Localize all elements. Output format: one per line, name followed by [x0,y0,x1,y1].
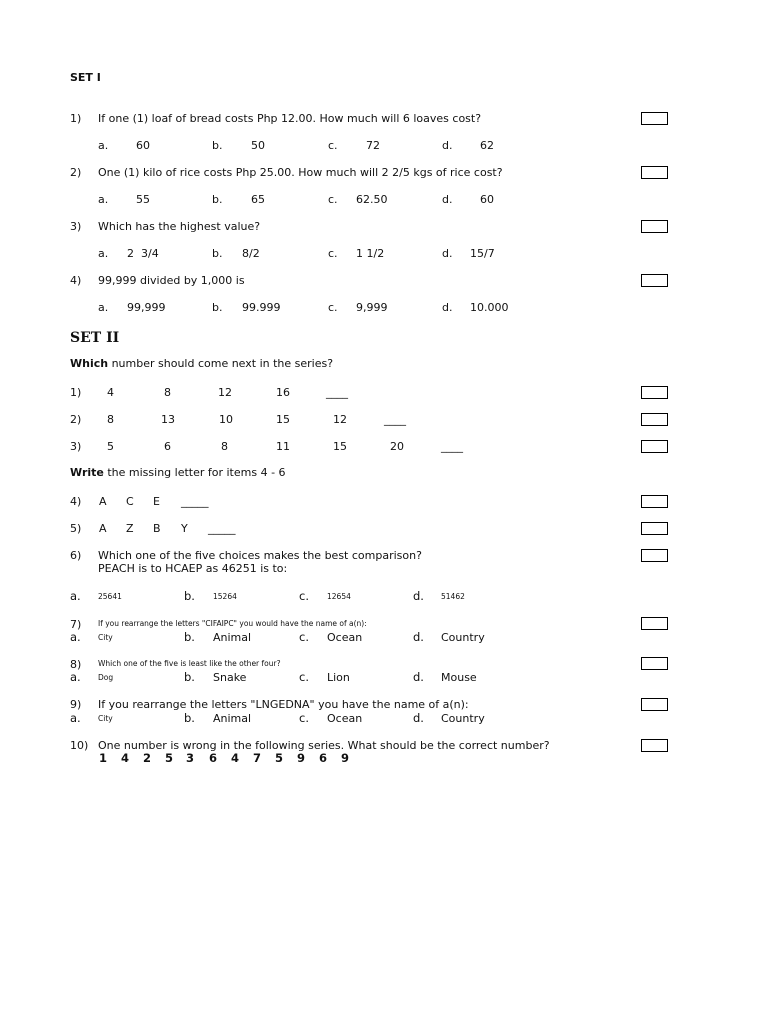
option-label: d. [442,301,453,314]
question-number: 1) [70,386,82,399]
option-value: 1 1/2 [356,247,385,260]
option-label: c. [328,301,338,314]
series-item: 15 [333,440,347,453]
option-label: b. [184,630,195,644]
option-label: a. [98,193,109,206]
option-label: d. [442,247,453,260]
answer-box[interactable] [641,698,668,711]
letter-blank: _____ [181,495,209,508]
series-number: 5 [275,751,284,765]
option-value: 10.000 [470,301,509,314]
series-blank: ____ [326,386,348,399]
series-number: 9 [297,751,306,765]
question-text: 99,999 divided by 1,000 is [98,274,245,287]
question-text: Which one of the five is least like the other four? [98,659,281,668]
option-label: d. [413,711,424,725]
option-value: 50 [251,139,265,152]
answer-box[interactable] [641,549,668,562]
answer-box[interactable] [641,166,668,179]
question-number: 1) [70,112,82,125]
option-value: Snake [213,671,247,684]
letter-item: Z [126,522,134,535]
instruction-rest: number should come next in the series? [108,357,334,370]
option-value: 55 [136,193,150,206]
option-value: 8/2 [242,247,260,260]
series-item: 16 [276,386,290,399]
option-label: c. [328,193,338,206]
series-item: 13 [161,413,175,426]
option-value: 15264 [213,592,237,601]
instruction-bold: Which [70,357,109,370]
question-text: If one (1) loaf of bread costs Php 12.00. How much will 6 loaves cost? [98,112,482,125]
series-item: 8 [107,413,114,426]
question-number: 4) [70,495,82,508]
question-text: If you rearrange the letters "LNGEDNA" you have the name of a(n): [98,698,469,711]
instruction-bold: Write [70,466,104,479]
series-number: 1 [99,751,108,765]
option-value: 25641 [98,592,122,601]
series-item: 4 [107,386,114,399]
answer-box[interactable] [641,495,668,508]
series-item: 12 [333,413,347,426]
question-number: 10) [70,739,89,752]
option-label: a. [98,247,109,260]
option-label: c. [328,139,338,152]
question-number: 5) [70,522,82,535]
option-value: Animal [213,631,252,644]
question-number: 3) [70,440,82,453]
option-value: Lion [327,671,350,684]
option-label: d. [442,139,453,152]
answer-box[interactable] [641,220,668,233]
series-item: 5 [107,440,114,453]
question-text-line2: PEACH is to HCAEP as 46251 is to: [98,562,288,575]
answer-box[interactable] [641,657,668,670]
option-value: 60 [136,139,150,152]
series-item: 11 [276,440,290,453]
option-value: 9,999 [356,301,388,314]
option-value: 99.999 [242,301,281,314]
answer-box[interactable] [641,112,668,125]
option-label: d. [413,630,424,644]
answer-box[interactable] [641,617,668,630]
question-number: 2) [70,413,82,426]
option-value: Mouse [441,671,477,684]
option-label: c. [328,247,338,260]
series-number: 6 [319,751,328,765]
series-item: 12 [218,386,232,399]
question-number: 6) [70,549,82,562]
option-label: a. [70,711,81,725]
option-value: 12654 [327,592,351,601]
question-number: 4) [70,274,82,287]
letter-item: A [99,495,107,508]
option-value: 72 [366,139,380,152]
option-value: 62.50 [356,193,388,206]
option-label: b. [212,247,223,260]
option-value: 99,999 [127,301,166,314]
question-number: 2) [70,166,82,179]
series-item: 8 [164,386,171,399]
question-text: One (1) kilo of rice costs Php 25.00. How much will 2 2/5 kgs of rice cost? [98,166,503,179]
option-value: Animal [213,712,252,725]
option-value: Country [441,712,485,725]
option-label: b. [212,139,223,152]
letter-item: B [153,522,161,535]
letter-item: E [153,495,160,508]
series-item: 10 [219,413,233,426]
question-text: One number is wrong in the following series. What should be the correct number? [98,739,550,752]
option-label: d. [413,589,424,603]
instruction-which [70,358,333,369]
option-value: City [98,633,113,642]
option-label: a. [98,301,109,314]
series-blank: ____ [384,413,406,426]
series-item: 6 [164,440,171,453]
option-value: 51462 [441,592,465,601]
answer-box[interactable] [641,739,668,752]
option-value: 2 3/4 [127,247,159,260]
option-label: a. [70,630,81,644]
option-value: 15/7 [470,247,495,260]
series-item: 8 [221,440,228,453]
series-number: 3 [186,751,195,765]
answer-box[interactable] [641,440,668,453]
option-label: c. [299,630,309,644]
question-text: If you rearrange the letters "CIFAIPC" you would have the name of a(n): [98,619,367,628]
option-value: Dog [98,673,114,682]
option-label: c. [299,711,309,725]
answer-box[interactable] [641,522,668,535]
option-value: 60 [480,193,494,206]
question-number: 7) [70,618,82,631]
answer-box[interactable] [641,413,668,426]
option-value: Ocean [327,712,363,725]
option-value: Ocean [327,631,363,644]
question-text: Which one of the five choices makes the best comparison? [98,549,422,562]
option-label: b. [184,589,195,603]
question-number: 9) [70,698,82,711]
option-value: 65 [251,193,265,206]
letter-item: C [126,495,134,508]
option-label: a. [70,589,81,603]
series-number: 5 [165,751,174,765]
instruction-rest: the missing letter for items 4 - 6 [103,466,286,479]
option-label: b. [184,711,195,725]
answer-box[interactable] [641,274,668,287]
series-number: 4 [231,751,240,765]
option-label: c. [299,589,309,603]
series-item: 15 [276,413,290,426]
option-label: a. [70,670,81,684]
option-value: 62 [480,139,494,152]
option-label: a. [98,139,109,152]
series-number: 4 [121,751,130,765]
series-number: 2 [143,751,152,765]
option-value: City [98,714,113,723]
set1-title: SET I [70,71,101,84]
set2-title: SET II [70,330,120,346]
letter-item: Y [181,522,188,535]
letter-blank: _____ [208,522,236,535]
answer-box[interactable] [641,386,668,399]
series-item: 20 [390,440,404,453]
option-label: d. [413,670,424,684]
option-label: d. [442,193,453,206]
question-text: Which has the highest value? [98,220,261,233]
series-number: 9 [341,751,350,765]
instruction-write [70,467,286,478]
question-number: 3) [70,220,82,233]
option-value: Country [441,631,485,644]
option-label: c. [299,670,309,684]
letter-item: A [99,522,107,535]
option-label: b. [212,193,223,206]
question-number: 8) [70,658,82,671]
option-label: b. [212,301,223,314]
series-blank: ____ [441,440,463,453]
series-number: 7 [253,751,262,765]
option-label: b. [184,670,195,684]
series-number: 6 [209,751,218,765]
